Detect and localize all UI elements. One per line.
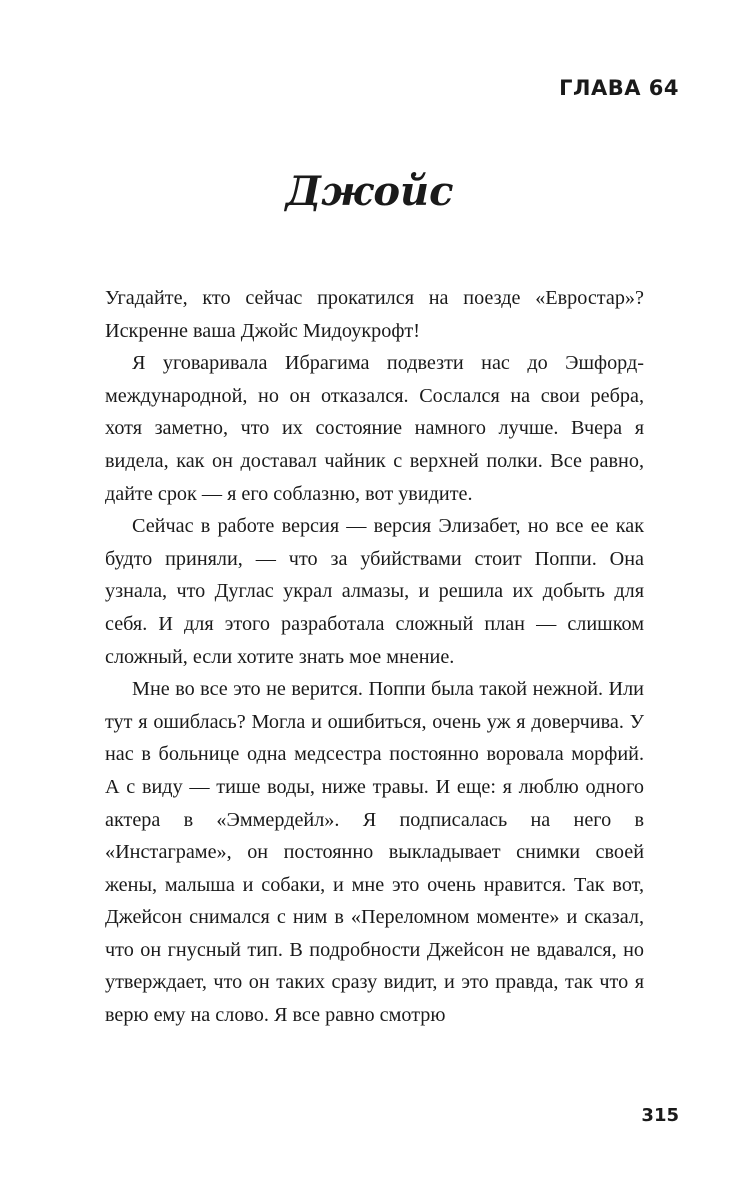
- body-text: [105, 282, 644, 1032]
- page-number: 315: [641, 1105, 679, 1126]
- chapter-title: Джойс: [285, 168, 454, 215]
- paragraph: Угадайте, кто сейчас прокатился на поезде «Евростар»? Искренне ваша Джойс Мидоукрофт!: [105, 287, 644, 342]
- paragraph: Я уговаривала Ибрагима подвезти нас до Эшфорд-международной, но он отказался. Сослался на свои ребра, хотя заметно, что их состояние намного лучше. Вчера я видела, как он доставал чайник с верхней полки. Все равно, дайте срок — я его соблазню, вот увидите.: [105, 352, 644, 505]
- paragraph: Сейчас в работе версия — версия Элизабет, но все ее как будто приняли, — что за убийствами стоит Поппи. Она узнала, что Дуглас украл алмазы, и решила их добыть для себя. И для этого разработала сложный план — слишком сложный, если хотите знать мое мнение.: [105, 515, 644, 668]
- chapter-label: ГЛАВА 64: [559, 76, 679, 100]
- paragraph: Мне во все это не верится. Поппи была такой нежной. Или тут я ошиблась? Могла и ошибиться, очень уж я доверчива. У нас в больнице одна медсестра постоянно воровала морфий. А с виду — тише воды, ниже травы. И еще: я люблю одного актера в «Эммердейл». Я подписалась на него в «Инстаграме», он постоянно выкладывает снимки своей жены, малыша и собаки, и мне это очень нравится. Так вот, Джейсон снимался с ним в «Переломном моменте» и сказал, что он гнусный тип. В подробности Джейсон не вдавался, но утверждает, что он таких сразу видит, и это правда, так что я верю ему на слово. Я все равно смотрю: [105, 678, 644, 1027]
